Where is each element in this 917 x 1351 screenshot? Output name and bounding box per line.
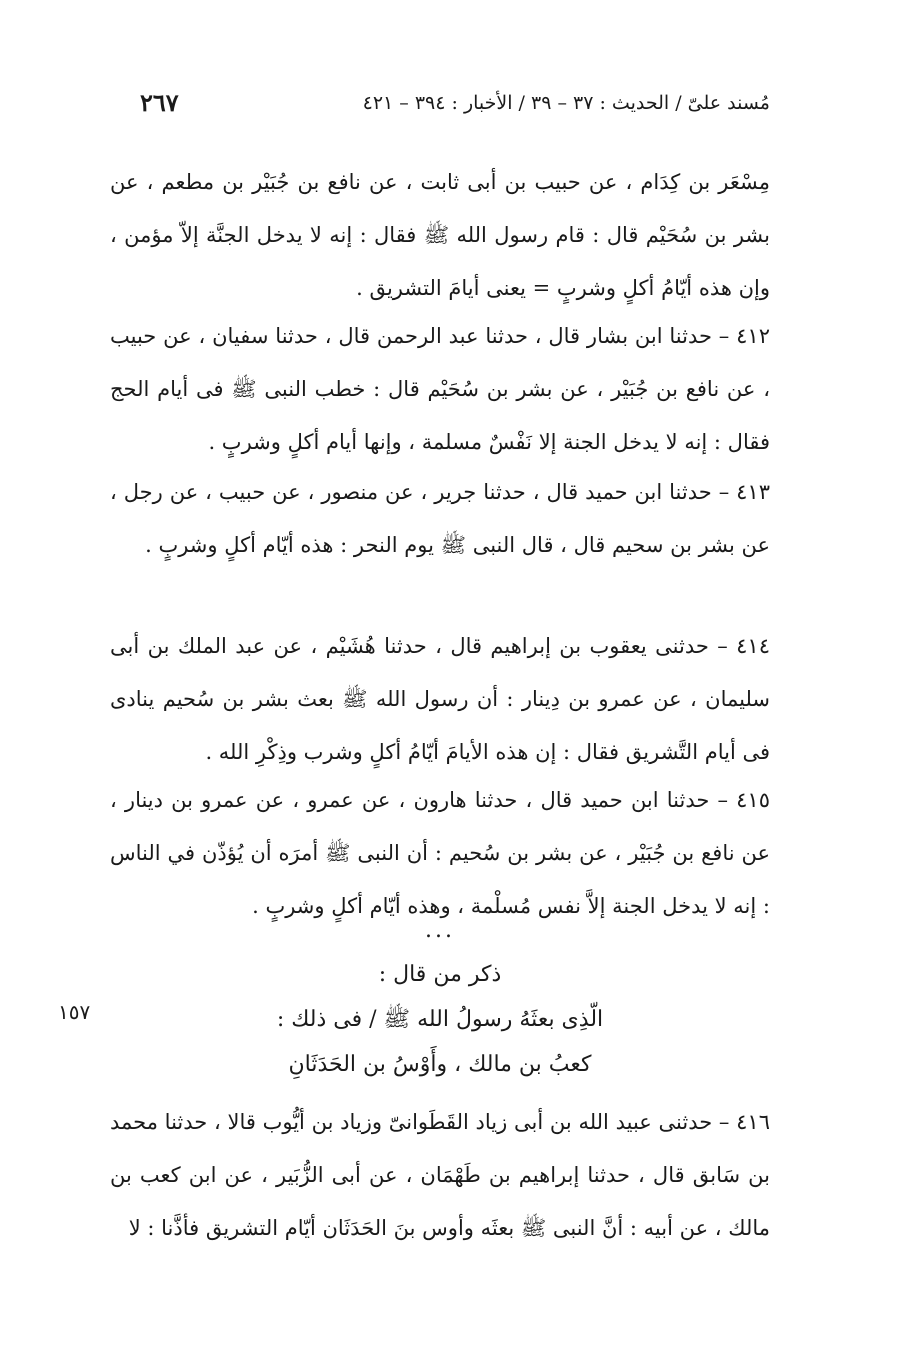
heading-line-3: كعبُ بن مالك ، وأَوْسُ بن الحَدَثَانِ bbox=[288, 1052, 592, 1077]
page-header bbox=[110, 88, 770, 128]
section-heading bbox=[110, 952, 770, 1087]
paragraph-415: ٤١٥ – حدثنا ابن حميد قال ، حدثنا هارون ، عن عمرو ، عن عمرو بن دينار ، عن نافع بن جُبَيْر ، عن بشر بن سُحيم : أن النبى ﷺ أمرَه أن يُؤذّن في الناس : إنه لا يدخل الجنة إلاَّ نفس مُسلْمة ، وهذه أيّام أكلٍ وشربٍ . bbox=[110, 788, 770, 918]
margin-number: ١٥٧ bbox=[58, 1000, 91, 1024]
paragraph-413: ٤١٣ – حدثنا ابن حميد قال ، حدثنا جرير ، عن منصور ، عن حبيب ، عن رجل ، عن بشر بن سحيم قال ، قال النبى ﷺ يوم النحر : هذه أيّام أكلٍ وشربٍ . bbox=[110, 480, 770, 557]
heading-line-1: ذكر من قال : bbox=[378, 962, 502, 987]
page-number: ٢٦٧ bbox=[140, 88, 179, 117]
paragraph-414: ٤١٤ – حدثنى يعقوب بن إبراهيم قال ، حدثنا هُشَيْم ، عن عبد الملك بن أبى سليمان ، عن عمرو بن دِينار : أن رسول الله ﷺ بعث بشر بن سُحيم ينادى فى أيام التَّشريق فقال : إن هذه الأيامَ أيّامُ أكلٍ وشرب وذِكْرِ الله . bbox=[110, 634, 770, 764]
paragraph-continuation: مِسْعَر بن كِدَام ، عن حبيب بن أبى ثابت ، عن نافع بن جُبَيْر بن مطعم ، عن بشر بن سُحَيْم قال : قام رسول الله ﷺ فقال : إنه لا يدخل الجنَّة إلاّ مؤمن ، وإن هذه أيّامُ أكلٍ وشربٍ = يعنى أيامَ التشريق . bbox=[110, 170, 770, 300]
paragraph-412: ٤١٢ – حدثنا ابن بشار قال ، حدثنا عبد الرحمن قال ، حدثنا سفيان ، عن حبيب ، عن نافع بن جُبَيْر ، عن بشر بن سُحَيْم قال : خطب النبى ﷺ فى أيام الحج فقال : إنه لا يدخل الجنة إلا نَفْسٌ مسلمة ، وإنها أيام أكلٍ وشربٍ . bbox=[110, 324, 770, 454]
heading-line-2: الّذِى بعثَهُ رسولُ الله ﷺ / فى ذلك : bbox=[276, 1007, 604, 1032]
running-title: مُسند علىّ / الحديث : ٣٧ – ٣٩ / الأخبار : ٣٩٤ – ٤٢١ bbox=[362, 92, 770, 114]
paragraph-416: ٤١٦ – حدثنى عبيد الله بن أبى زياد القَطَوانىّ وزياد بن أيُّوب قالا ، حدثنا محمد بن سَابق قال ، حدثنا إبراهيم بن طَهْمَان ، عن أبى الزُّبَير ، عن ابن كعب بن مالك ، عن أبيه : أنَّ النبى ﷺ بعثَه وأوس بنَ الحَدَثَان أيّام التشريق فأذَّنا : لا bbox=[110, 1110, 770, 1240]
section-break: ... bbox=[425, 918, 455, 943]
